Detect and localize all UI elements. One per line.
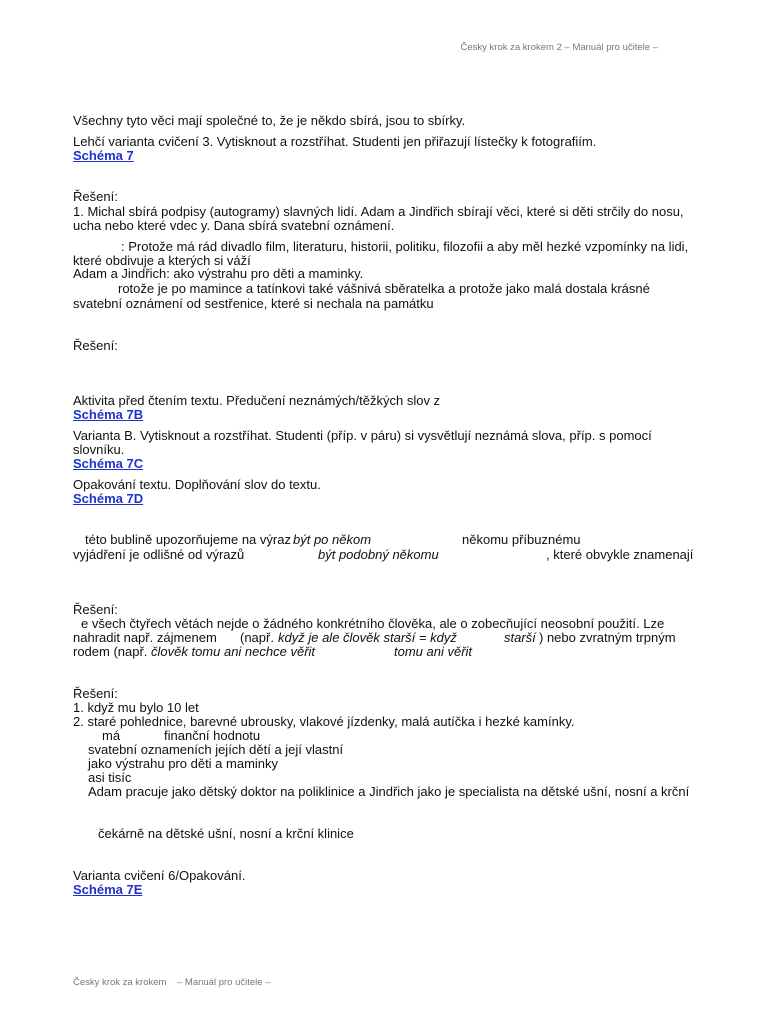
final-variant-text: Varianta cvičení 6/Opakování. [73, 868, 246, 883]
solution-1-line-1: 1. Michal sbírá podpisy (autogramy) slavných lidí. Adam a Jindřich sbírají věci, které si děti strčily do nosu, [73, 204, 684, 219]
solution-2-label: Řešení: [73, 338, 118, 353]
solution-3-label: Řešení: [73, 602, 118, 617]
page-header: Česky krok za krokem 2 – Manuál pro učitele – [460, 42, 658, 53]
solution-4-line-6: asi tisíc [88, 770, 132, 785]
intro-line-2: Lehčí varianta cvičení 3. Vytisknout a rozstříhat. Studenti jen přiřazují lístečky k fotografiím. [73, 134, 597, 149]
solution-1-line-5: Adam a Jindřich: ako výstrahu pro děti a maminky. [73, 266, 364, 281]
solution-3-line-1: e všech čtyřech větách nejde o žádného konkrétního člověka, ale o zobecňující neosobní použití. Lze [81, 616, 665, 631]
solution-3-line-2a: nahradit např. zájmenem [73, 630, 217, 645]
bubble-text-1: této bublině upozorňujeme na výraz [85, 532, 291, 547]
schema-7e-link[interactable]: Schéma 7E [73, 882, 143, 897]
solution-1-line-2: ucha nebo které vdec y. Dana sbírá svatební oznámení. [73, 218, 395, 233]
solution-3-line-2b: (např. [240, 630, 274, 645]
activity-1-text: Aktivita před čtením textu. Předučení neznámých/těžkých slov z [73, 393, 441, 408]
solution-1-line-7: svatební oznámení od sestřenice, které si nechala na památku [73, 296, 434, 311]
solution-3-line-2d: starší [504, 630, 536, 645]
schema-7b-link[interactable]: Schéma 7B [73, 407, 144, 422]
activity-2-line-2: slovníku. [73, 442, 125, 457]
solution-4-line-2: 2. staré pohlednice, barevné ubrousky, vlakové jízdenky, malá autíčka i hezké kamínky. [73, 714, 575, 729]
schema-7-link[interactable]: Schéma 7 [73, 148, 134, 163]
solution-4-line-3b: finanční hodnotu [164, 728, 261, 743]
footer-left: Česky krok za krokem [73, 977, 167, 988]
page-footer [73, 977, 270, 988]
schema-7d-link[interactable]: Schéma 7D [73, 491, 144, 506]
footer-right: – Manuál pro učitele – [177, 977, 271, 988]
activity-2-line-1: Varianta B. Vytisknout a rozstříhat. Studenti (příp. v páru) si vysvětlují neznámá slova, příp. s pomocí [73, 428, 652, 443]
solution-4-line-7: Adam pracuje jako dětský doktor na poliklinice a Jindřich jako je specialista na dětské ušní, nosní a krční [88, 784, 690, 799]
bubble-phrase-byt-podobny: být podobný někomu [318, 547, 439, 562]
solution-3-line-3c: tomu ani věřit [394, 644, 473, 659]
solution-1-line-6: rotože je po mamince a tatínkovi také vášnivá sběratelka a protože jako malá dostala krásné [118, 281, 650, 296]
activity-3-text: Opakování textu. Doplňování slov do textu. [73, 477, 321, 492]
schema-7c-link[interactable]: Schéma 7C [73, 456, 144, 471]
solution-3-line-3b: člověk tomu ani nechce věřit [151, 644, 316, 659]
solution-4-label: Řešení: [73, 686, 118, 701]
bubble-text-2: vyjádření je odlišné od výrazů [73, 547, 245, 562]
solution-3-line-2c: když je ale člověk starší = když [278, 630, 457, 645]
intro-line-1: Všechny tyto věci mají společné to, že je někdo sbírá, jsou to sbírky. [73, 113, 466, 128]
solution-1-line-3: : Protože má rád divadlo film, literaturu, historii, politiku, filozofii a aby měl hezké vzpomínky na lidi, [121, 239, 689, 254]
solution-4-line-1: 1. když mu bylo 10 let [73, 700, 199, 715]
bubble-text-3: , které obvykle znamenají [546, 547, 694, 562]
solution-1-label: Řešení: [73, 189, 118, 204]
solution-1-line-4: které obdivuje a kterých si váží [73, 253, 251, 268]
solution-3-line-3a: rodem (např. [73, 644, 148, 659]
solution-4-line-4: svatební oznameních jejích dětí a její vlastní [88, 742, 344, 757]
solution-4-line-5: jako výstrahu pro děti a maminky [88, 756, 279, 771]
solution-3-line-2e: ) nebo zvratným trpným [539, 630, 676, 645]
solution-4-line-8: čekárně na dětské ušní, nosní a krční klinice [98, 826, 354, 841]
bubble-text-nekomu-pribuznemu: někomu příbuznému [462, 532, 581, 547]
solution-4-line-3a: má [102, 728, 121, 743]
bubble-phrase-byt-po-nekom: být po někom [293, 532, 372, 547]
